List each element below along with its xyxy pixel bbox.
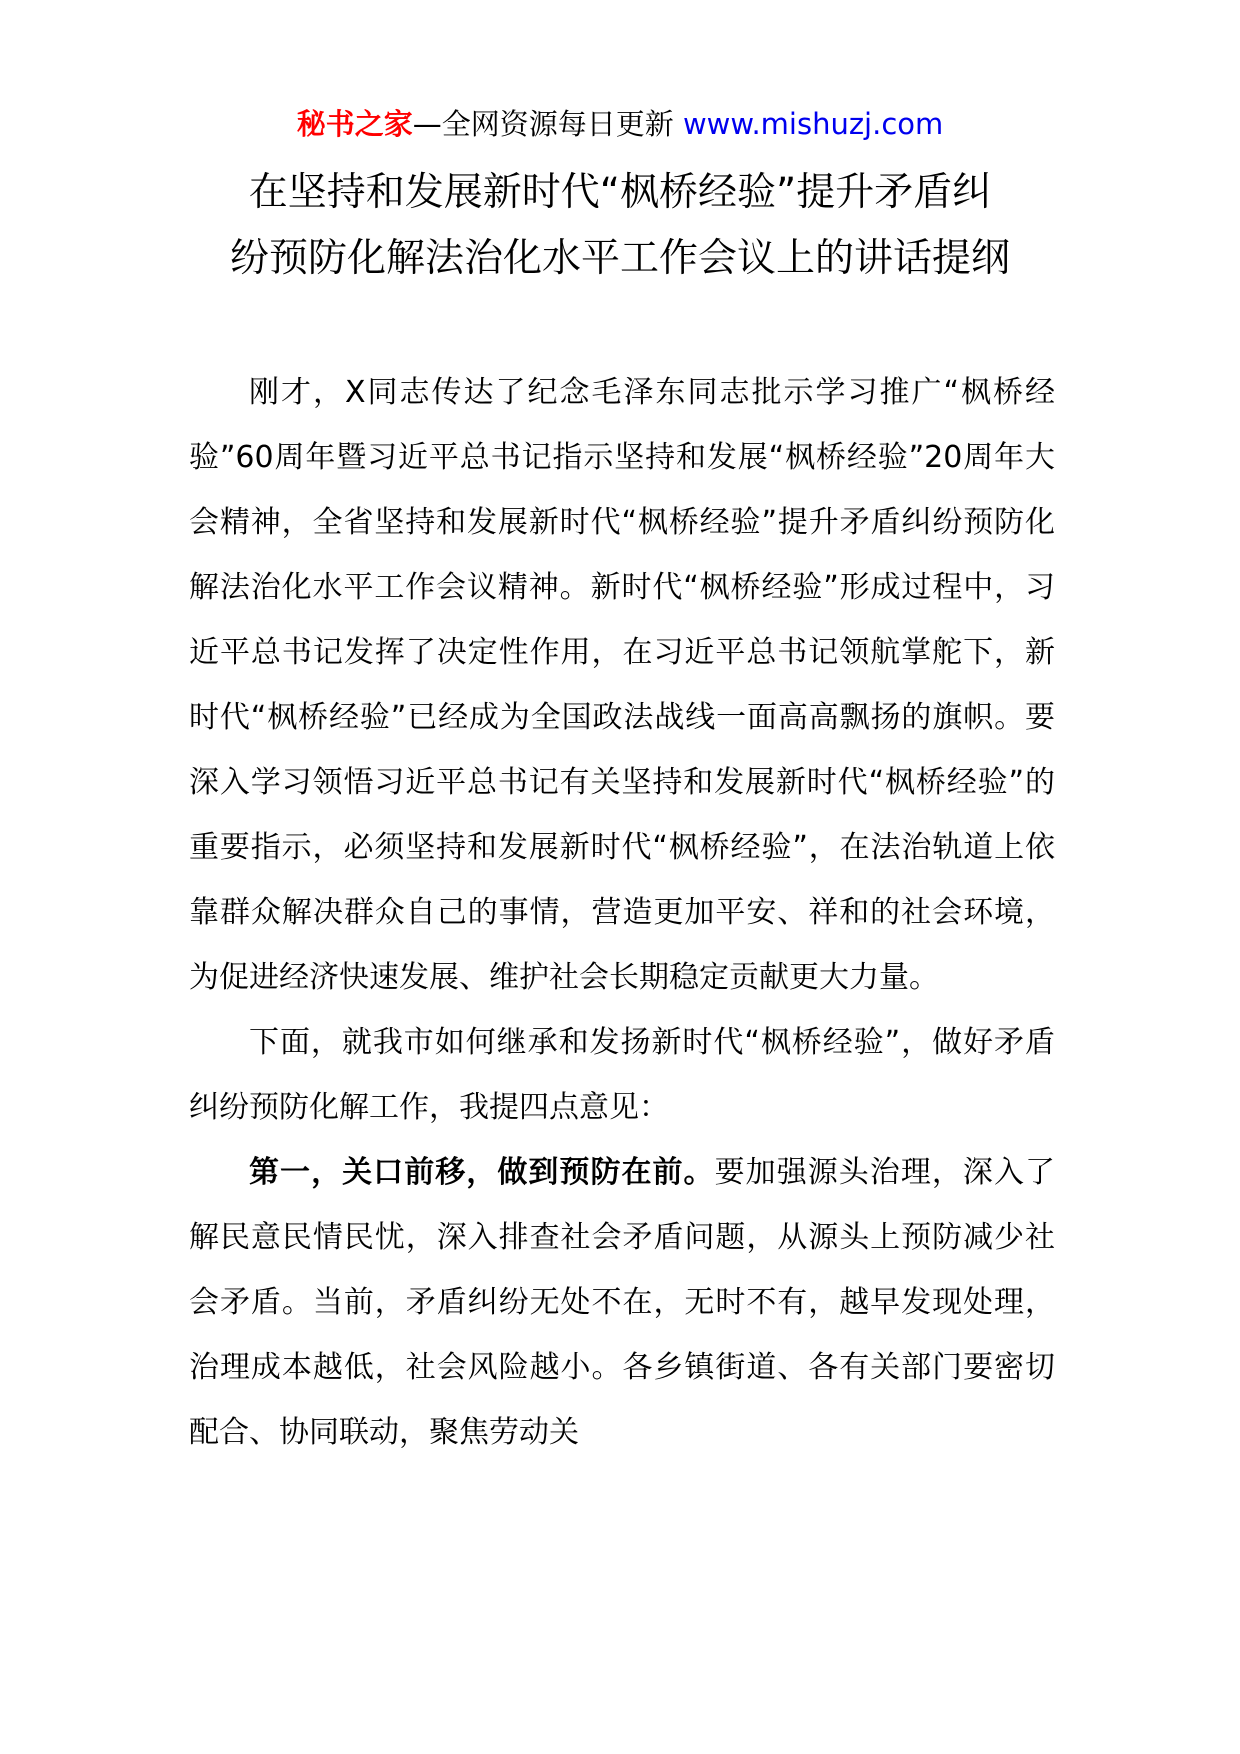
document-body (189, 360, 1055, 1465)
paragraph-intro: 刚才，X同志传达了纪念毛泽东同志批示学习推广“枫桥经验”60周年暨习近平总书记指示坚持和发展“枫桥经验”20周年大会精神，全省坚持和发展新时代“枫桥经验”提升矛盾纠纷预防化解法治化水平工作会议精神。新时代“枫桥经验”形成过程中，习近平总书记发挥了决定性作用，在习近平总书记领航掌舵下，新时代“枫桥经验”已经成为全国政法战线一面高高飘扬的旗帜。要深入学习领悟习近平总书记有关坚持和发展新时代“枫桥经验”的重要指示，必须坚持和发展新时代“枫桥经验”，在法治轨道上依靠群众解决群众自己的事情，营造更加平安、祥和的社会环境，为促进经济快速发展、维护社会长期稳定贡献更大力量。 (189, 375, 1055, 995)
paragraph-point-one (189, 1140, 1055, 1465)
brand-name: 秘书之家 (296, 107, 413, 141)
site-tagline: —全网资源每日更新 (412, 107, 683, 141)
title-line-2: 纷预防化解法治化水平工作会议上的讲话提纲 (229, 236, 1010, 281)
paragraph-transition: 下面，就我市如何继承和发扬新时代“枫桥经验”，做好矛盾纠纷预防化解工作，我提四点意见： (189, 1025, 1055, 1125)
site-url-link[interactable]: www.mishuzj.com (682, 107, 944, 141)
document-title (150, 160, 1090, 292)
point-one-text: 要加强源头治理，深入了解民意民情民忧，深入排查社会矛盾问题，从源头上预防减少社会矛盾。当前，矛盾纠纷无处不在，无时不有，越早发现处理，治理成本越低，社会风险越小。各乡镇街道、各有关部门要密切配合、协同联动，聚焦劳动关 (189, 1155, 1056, 1450)
site-header (0, 104, 1240, 144)
point-one-heading: 第一，关口前移，做到预防在前。 (249, 1155, 715, 1190)
title-line-1: 在坚持和发展新时代“枫桥经验”提升矛盾纠 (248, 170, 992, 215)
